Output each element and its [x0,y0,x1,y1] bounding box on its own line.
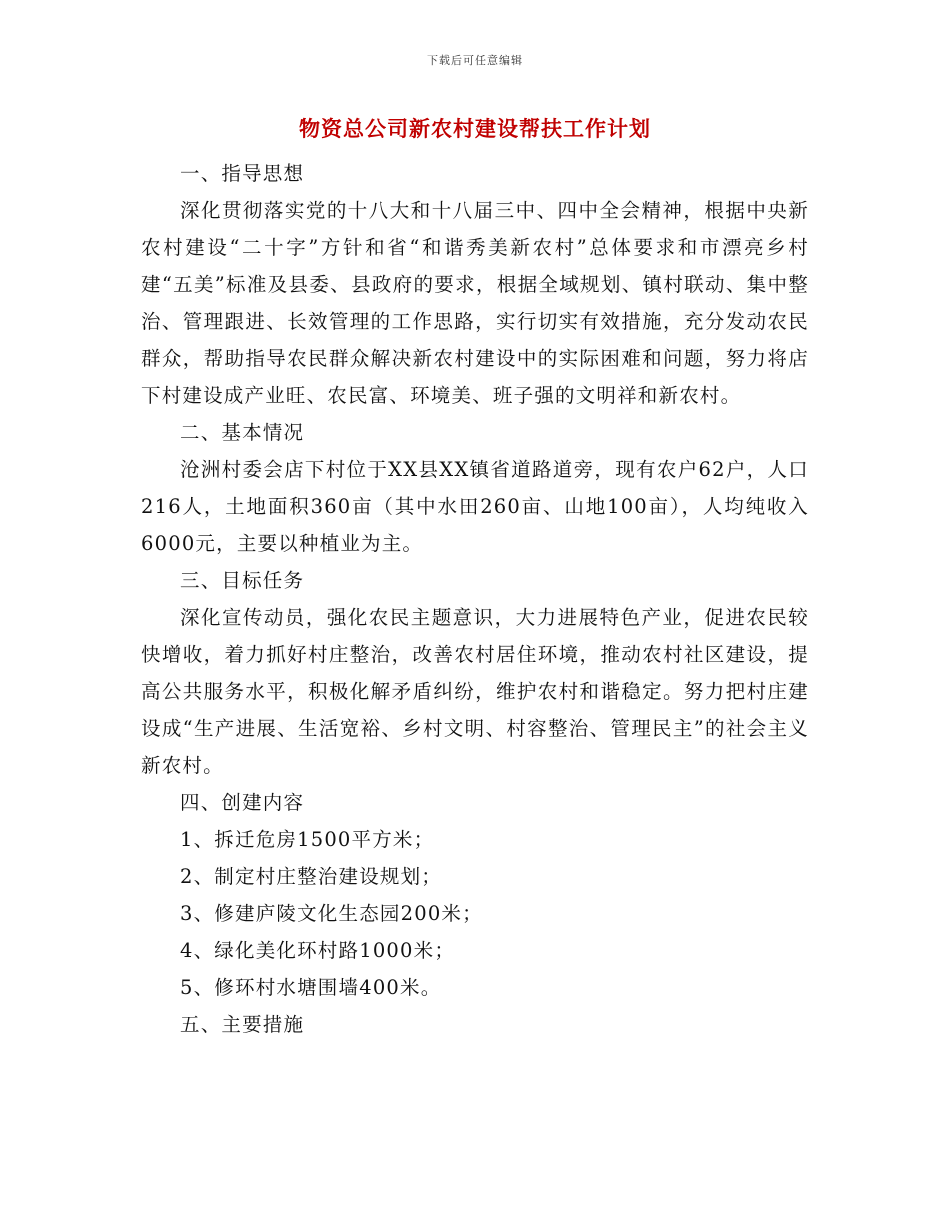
paragraph-basic-situation: 沧洲村委会店下村位于XX县XX镇省道路道旁，现有农户62户，人口216人，土地面积360亩（其中水田260亩、山地100亩），人均纯收入6000元，主要以种植业为主。 [141,458,809,555]
paragraph-goals: 深化宣传动员，强化农民主题意识，大力进展特色产业，促进农民较快增收，着力抓好村庄整治，改善农村居住环境，推动农村社区建设，提高公共服务水平，积极化解矛盾纠纷，维护农村和谐稳定。努力把村庄建设成“生产进展、生活宽裕、乡村文明、村容整治、管理民主”的社会主义新农村。 [141,606,809,777]
page-header-note: 下载后可任意编辑 [427,54,523,67]
section-heading-measures: 五、主要措施 [180,1013,305,1036]
document-title: 物资总公司新农村建设帮扶工作计划 [299,117,651,141]
list-item: 3、修建庐陵文化生态园200米； [180,902,483,925]
list-item: 4、绿化美化环村路1000米； [180,939,456,962]
section-heading-basic-situation: 二、基本情况 [180,421,305,444]
list-item: 1、拆迁危房1500平方米； [180,828,435,851]
section-heading-contents: 四、创建内容 [180,791,305,814]
section-heading-goals: 三、目标任务 [180,569,305,592]
list-item: 5、修环村水塘围墙400米。 [180,976,442,999]
list-item: 2、制定村庄整治建设规划； [180,865,443,888]
paragraph-guiding-ideology: 深化贯彻落实党的十八大和十八届三中、四中全会精神，根据中央新农村建设“二十字”方针和省“和谐秀美新农村”总体要求和市漂亮乡村建“五美”标准及县委、县政府的要求，根据全域规划、镇村联动、集中整治、管理跟进、长效管理的工作思路，实行切实有效措施，充分发动农民群众，帮助指导农民群众解决新农村建设中的实际困难和问题，努力将店下村建设成产业旺、农民富、环境美、班子强的文明祥和新农村。 [141,199,809,407]
document-body [141,155,809,1043]
section-heading-guiding-ideology: 一、指导思想 [180,162,305,185]
